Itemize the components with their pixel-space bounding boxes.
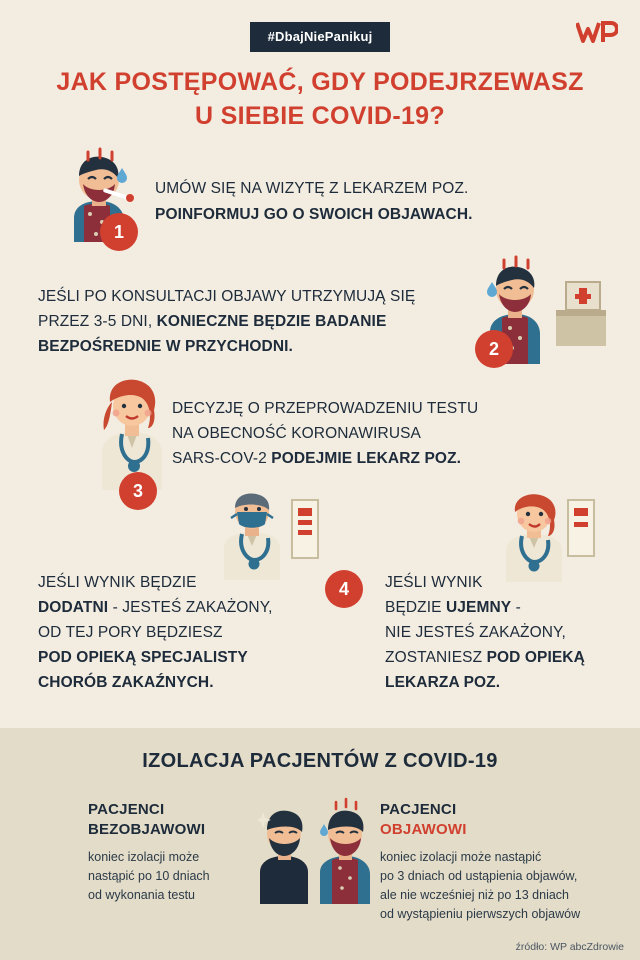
page-title bbox=[0, 66, 640, 134]
step-4-left-line-3: OD TEJ PORY BĘDZIESZ bbox=[38, 624, 223, 641]
step-4-right-line-2-bold: UJEMNY bbox=[446, 599, 512, 616]
step-3-line-3-plain: SARS-COV-2 bbox=[172, 450, 272, 467]
step-4-right-line-2 bbox=[385, 597, 620, 619]
step-badge-4: 4 bbox=[325, 570, 363, 608]
step-4-right-line-3: NIE JESTEŚ ZAKAŻONY, bbox=[385, 624, 566, 641]
asymptomatic-kicker-line-2: BEZOBJAWOWI bbox=[88, 820, 206, 838]
step-3-text bbox=[172, 398, 592, 470]
asymptomatic-column bbox=[88, 800, 273, 905]
symptomatic-kicker bbox=[380, 800, 595, 839]
step-2-text bbox=[38, 286, 458, 358]
step-4-left-line-2-plain: - JESTEŚ ZAKAŻONY, bbox=[108, 599, 273, 616]
step-4-left-line-4: POD OPIEKĄ SPECJALISTY bbox=[38, 649, 248, 666]
asymptomatic-kicker-line-1: PACJENCI bbox=[88, 801, 165, 818]
step-1-line-2: POINFORMUJ GO O SWOICH OBJAWACH. bbox=[155, 206, 473, 223]
wp-logo-icon bbox=[576, 20, 618, 46]
step-4-right-line-4 bbox=[385, 647, 620, 669]
symptomatic-body-line-1: koniec izolacji może nastąpić bbox=[380, 850, 542, 864]
asymptomatic-body-line-3: od wykonania testu bbox=[88, 888, 196, 902]
step-4-left-text bbox=[38, 572, 308, 694]
asymptomatic-body bbox=[88, 848, 273, 905]
step-4-right-line-2-plain: BĘDZIE bbox=[385, 599, 446, 616]
step-4-left-line-2-bold: DODATNI bbox=[38, 599, 109, 616]
symptomatic-column bbox=[380, 800, 595, 924]
masked-doctor-with-test-illustration bbox=[218, 490, 336, 580]
step-2-line-2 bbox=[38, 311, 458, 333]
step-2-line-1: JEŚLI PO KONSULTACJI OBJAWY UTRZYMUJĄ SIĘ bbox=[38, 288, 416, 305]
step-4-right-line-4-plain: ZOSTANIESZ bbox=[385, 649, 487, 666]
step-2-line-2-plain: PRZEZ 3-5 DNI, bbox=[38, 313, 157, 330]
symptomatic-body-line-4: od wystąpieniu pierwszych objawów bbox=[380, 907, 581, 921]
step-badge-2: 2 bbox=[475, 330, 513, 368]
step-badge-1: 1 bbox=[100, 213, 138, 251]
step-1-text bbox=[155, 178, 585, 226]
step-4-left-line-5: CHORÓB ZAKAŹNYCH. bbox=[38, 674, 214, 691]
step-3-line-1: DECYZJĘ O PRZEPROWADZENIU TESTU bbox=[172, 400, 479, 417]
step-4-right-line-2-tail: - bbox=[511, 599, 521, 616]
asymptomatic-body-line-2: nastąpić po 10 dniach bbox=[88, 869, 210, 883]
isolation-panel bbox=[0, 728, 640, 960]
symptomatic-kicker-line-2: OBJAWOWI bbox=[380, 820, 467, 838]
asymptomatic-body-line-1: koniec izolacji może bbox=[88, 850, 200, 864]
step-badge-3: 3 bbox=[119, 472, 157, 510]
step-3-line-3 bbox=[172, 448, 592, 470]
asymptomatic-kicker bbox=[88, 800, 273, 839]
hashtag-label: #DbajNiePanikuj bbox=[250, 22, 391, 52]
headline-line-2: U SIEBIE COVID-19? bbox=[195, 101, 445, 130]
step-4-left-line-1: JEŚLI WYNIK BĘDZIE bbox=[38, 574, 197, 591]
step-4-right-line-4-bold: POD OPIEKĄ bbox=[486, 649, 585, 666]
symptomatic-body bbox=[380, 848, 595, 924]
symptomatic-body-line-3: ale nie wcześniej niż po 13 dniach bbox=[380, 888, 570, 902]
symptomatic-kicker-line-1: PACJENCI bbox=[380, 801, 457, 818]
step-3-line-3-bold: PODEJMIE LEKARZ POZ. bbox=[271, 450, 462, 467]
step-4-right-line-1: JEŚLI WYNIK bbox=[385, 574, 483, 591]
female-doctor-relieved-illustration bbox=[500, 492, 612, 582]
step-4-left-line-2 bbox=[38, 597, 308, 619]
two-patients-illustration bbox=[258, 794, 382, 904]
step-4-right-text bbox=[385, 572, 620, 694]
symptomatic-body-line-2: po 3 dniach od ustąpienia objawów, bbox=[380, 869, 578, 883]
step-1-line-1: UMÓW SIĘ NA WIZYTĘ Z LEKARZEM POZ. bbox=[155, 180, 469, 197]
hashtag-bar bbox=[0, 22, 640, 52]
isolation-title: IZOLACJA PACJENTÓW Z COVID-19 bbox=[142, 750, 498, 772]
source-credit: źródło: WP abcZdrowie bbox=[515, 941, 624, 953]
headline-line-1: JAK POSTĘPOWAĆ, GDY PODEJRZEWASZ bbox=[56, 68, 584, 96]
step-2-line-3: BEZPOŚREDNIE W PRZYCHODNI. bbox=[38, 338, 293, 355]
step-3-line-2: NA OBECNOŚĆ KORONAWIRUSA bbox=[172, 425, 421, 442]
step-4-right-line-5: LEKARZA POZ. bbox=[385, 674, 501, 691]
step-2-line-2-bold: KONIECZNE BĘDZIE BADANIE bbox=[156, 313, 387, 330]
